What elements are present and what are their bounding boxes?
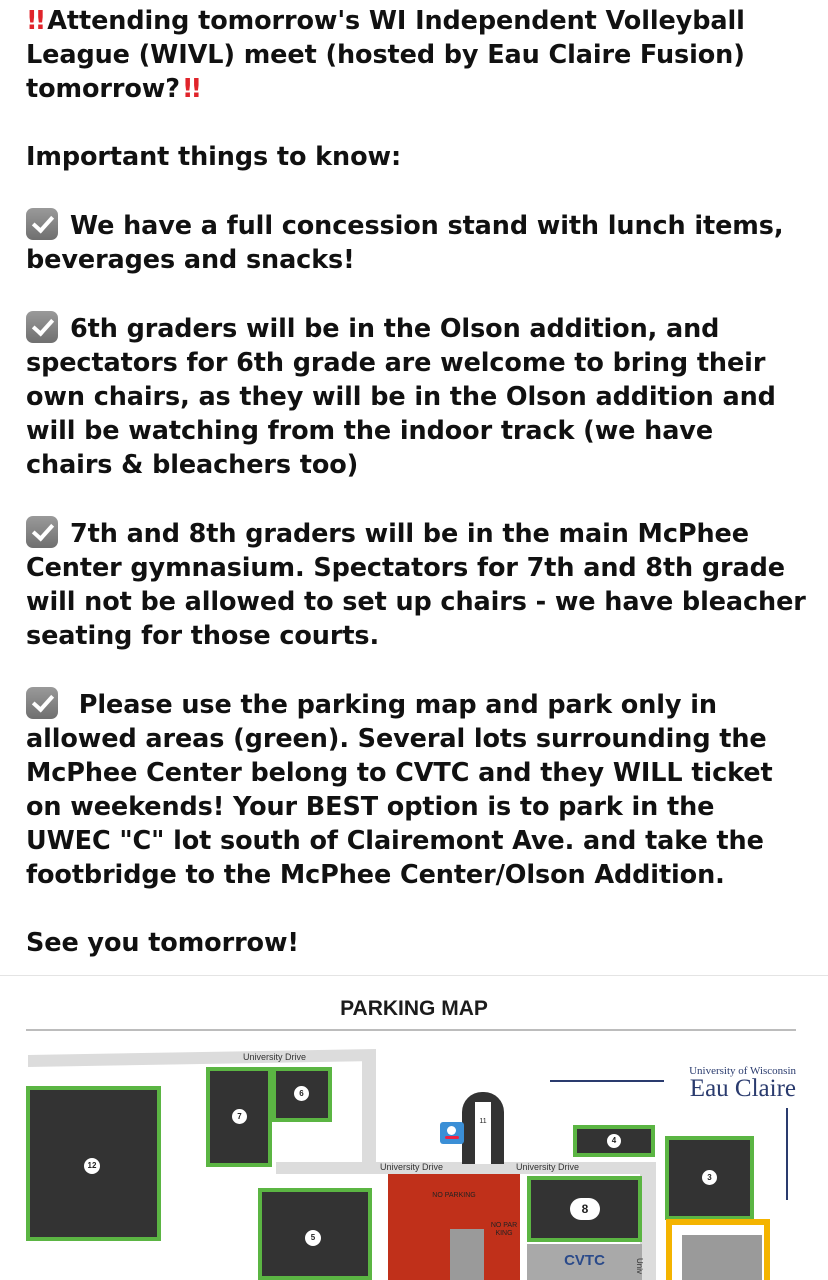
lot-number-badge: 5: [305, 1230, 321, 1246]
cvtc-building: CVTC: [527, 1244, 642, 1280]
road-label: University Drive: [380, 1162, 444, 1172]
parking-map-image[interactable]: [0, 976, 828, 1280]
lot-number-badge: 8: [570, 1198, 600, 1220]
building-11: 11: [462, 1092, 504, 1164]
road-label: Univ: [635, 1258, 644, 1275]
check-mark-icon: [26, 516, 58, 548]
check-mark-icon: [26, 311, 58, 343]
closing-line: See you tomorrow!: [26, 928, 299, 958]
post-text: [26, 4, 806, 960]
lot-number-badge: 7: [232, 1109, 247, 1124]
lot-number-badge: 6: [294, 1086, 309, 1101]
map-rule: [26, 1029, 796, 1031]
important-heading: Important things to know:: [26, 142, 402, 172]
list-item: We have a full concession stand with lunch items, beverages and snacks!: [26, 208, 806, 277]
list-item: Please use the parking map and park only in allowed areas (green). Several lots surrounding the McPhee Center belong to CVTC and they WILL ticket on weekends! Your BEST option is to park in the UWEC "C" lot south of Clairemont Ave. and take the footbridge to the McPhee Center/Olson Addition.: [26, 687, 806, 892]
list-item: 6th graders will be in the Olson addition, and spectators for 6th grade are welcome to bring their own chairs, as they will be in the Olson addition and will be watching from the indoor track (we have chairs & bleachers too): [26, 311, 806, 482]
logo-eau-claire-text: Eau Claire: [689, 1075, 796, 1102]
road-label: University Drive: [516, 1162, 580, 1172]
double-exclamation-icon: !!: [26, 6, 44, 36]
logo-rule: [550, 1080, 664, 1082]
post-heading: !! Attending tomorrow's WI Independent Volleyball League (WIVL) meet (hosted by Eau Claire Fusion) tomorrow?!!: [26, 6, 745, 104]
lot-number-badge: 4: [607, 1134, 621, 1148]
no-parking-zone: NO PARKING NO PAR KING: [388, 1174, 520, 1280]
road-label: University Drive: [243, 1052, 307, 1062]
check-mark-icon: [26, 687, 58, 719]
road-vertical: [362, 1052, 376, 1172]
lot-number-badge: 3: [702, 1170, 717, 1185]
uwec-building-outline: [666, 1219, 770, 1280]
logo-university-text: University of Wisconsin: [689, 1065, 796, 1077]
logo-vertical-rule: [786, 1108, 788, 1200]
road-university-drive-top: [28, 1049, 376, 1067]
map-title: PARKING MAP: [340, 997, 488, 1020]
lot-number-badge: 12: [84, 1158, 100, 1174]
accessible-parking-icon: [440, 1122, 464, 1144]
check-mark-icon: [26, 208, 58, 240]
double-exclamation-icon: !!: [181, 74, 200, 104]
list-item: 7th and 8th graders will be in the main McPhee Center gymnasium. Spectators for 7th and 8th grade will not be allowed to set up chairs - we have bleacher seating for those courts.: [26, 516, 806, 653]
